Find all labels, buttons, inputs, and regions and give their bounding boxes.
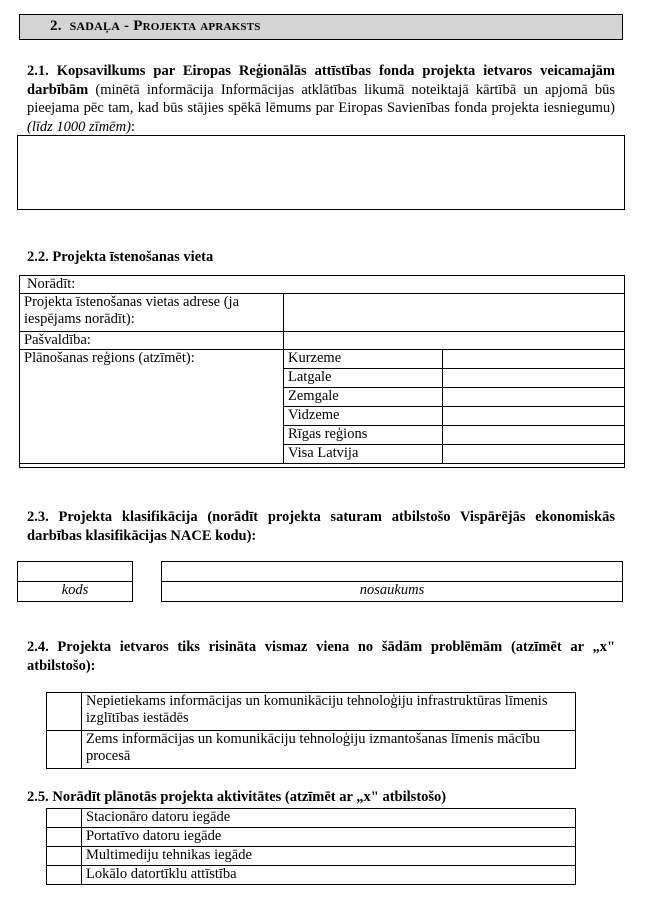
activity-label-4: Lokālo datortīklu attīstība	[82, 866, 576, 885]
region-check-vidzeme[interactable]	[443, 407, 625, 426]
activity-checkbox-4[interactable]	[47, 866, 82, 885]
section-2-4-title: 2.4. Projekta ietvaros tiks risināta vismaz viena no šādām problēmām (atzīmēt ar „x" atbilstošo):	[27, 639, 615, 674]
problem-checkbox-1[interactable]	[47, 693, 82, 731]
region-check-zemgale[interactable]	[443, 388, 625, 407]
nace-code-table	[17, 561, 133, 602]
municipality-label: Pašvaldība:	[20, 332, 284, 350]
region-label: Plānošanas reģions (atzīmēt):	[20, 350, 284, 464]
activity-checkbox-3[interactable]	[47, 847, 82, 866]
region-name: Rīgas reģions	[284, 426, 443, 445]
region-name: Zemgale	[284, 388, 443, 407]
activity-checkbox-1[interactable]	[47, 809, 82, 828]
region-name: Latgale	[284, 369, 443, 388]
problem-label-2: Zems informācijas un komunikāciju tehnoloģiju izmantošanas līmenis mācību procesā	[82, 731, 576, 769]
nace-code-caption: kods	[18, 582, 133, 602]
region-check-riga[interactable]	[443, 426, 625, 445]
location-table	[19, 293, 625, 464]
address-label: Projekta īstenošanas vietas adrese (ja iespējams norādīt):	[20, 294, 284, 332]
section-title-word2: Projekta apraksts	[133, 18, 261, 34]
nace-name-field[interactable]	[162, 562, 623, 582]
region-name: Visa Latvija	[284, 445, 443, 464]
section-title: 2. SADAĻA - Projekta apraksts	[50, 18, 261, 34]
region-check-all-latvia[interactable]	[443, 445, 625, 464]
region-name: Kurzeme	[284, 350, 443, 369]
region-name: Vidzeme	[284, 407, 443, 426]
address-field[interactable]	[284, 294, 625, 332]
section-2-2-title: 2.2. Projekta īstenošanas vieta	[27, 249, 214, 265]
problem-checkbox-2[interactable]	[47, 731, 82, 769]
nace-name-table	[161, 561, 623, 602]
summary-textarea[interactable]	[17, 135, 625, 210]
nace-code-field[interactable]	[18, 562, 133, 582]
region-check-kurzeme[interactable]	[443, 350, 625, 369]
region-check-latgale[interactable]	[443, 369, 625, 388]
activity-label-1: Stacionāro datoru iegāde	[82, 809, 576, 828]
section-header	[19, 14, 623, 40]
activity-label-3: Multimediju tehnikas iegāde	[82, 847, 576, 866]
indicate-label: Norādīt:	[27, 276, 76, 292]
activity-label-2: Portatīvo datoru iegāde	[82, 828, 576, 847]
problems-table	[46, 692, 576, 769]
activities-table	[46, 808, 576, 885]
problem-label-1: Nepietiekams informācijas un komunikāciju tehnoloģiju infrastruktūras līmenis izglītības iestādēs	[82, 693, 576, 731]
section-2-3-title: 2.3. Projekta klasifikācija (norādīt projekta saturam atbilstošo Vispārējās ekonomiskās darbības klasifikācijas NACE kodu):	[27, 509, 615, 544]
activity-checkbox-2[interactable]	[47, 828, 82, 847]
municipality-field[interactable]	[284, 332, 625, 350]
nace-name-caption: nosaukums	[162, 582, 623, 602]
section-2-5-title: 2.5. Norādīt plānotās projekta aktivitātes (atzīmēt ar „x" atbilstošo)	[27, 789, 447, 805]
section-2-1-text: 2.1. Kopsavilkums par Eiropas Reģionālās attīstības fonda projekta ietvaros veicamajām darbībām (minētā informācija Informācijas atklātības likumā noteiktajā kārtībā un apjomā būs pieejama pēc tam, kad būs stājies spēkā lēmums par Eiropas Savienības fonda projekta iesniegumu) (līdz 1000 zīmēm):	[27, 63, 616, 135]
